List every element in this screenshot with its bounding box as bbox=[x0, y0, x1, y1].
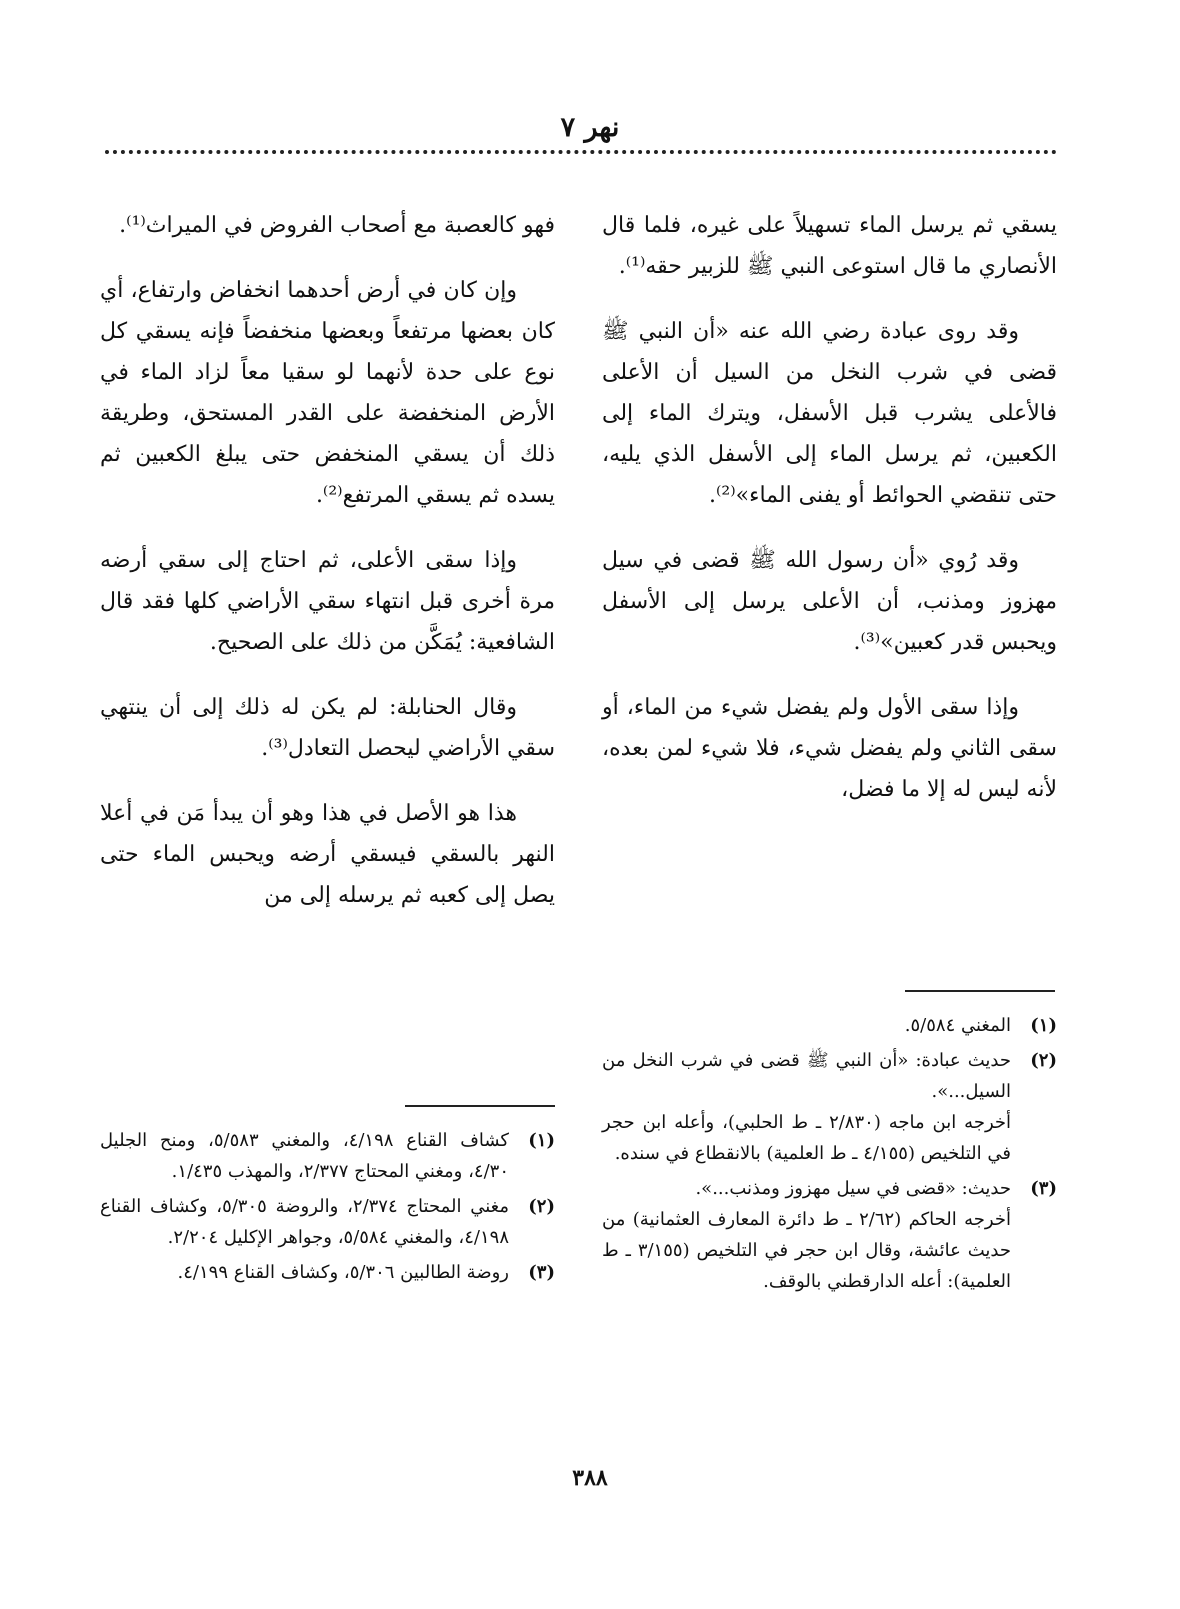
footnote-text bbox=[602, 1045, 1011, 1169]
footnote-number: (٣) bbox=[528, 1262, 555, 1283]
footnote-number: (١) bbox=[528, 1130, 555, 1151]
footnote bbox=[602, 1010, 1057, 1041]
footnote-line: حديث عبادة: «أن النبي ﷺ قضى في شرب النخل من السيل...». bbox=[602, 1050, 1011, 1102]
right-paragraph: وإذا سقى الأول ولم يفضل شيء من الماء، أو سقى الثاني ولم يفضل شيء، فلا شيء لمن بعده، لأنه ليس له إلا ما فضل، bbox=[602, 695, 1057, 802]
footnote-number: (٢) bbox=[528, 1196, 555, 1217]
footnote-separator bbox=[405, 1105, 555, 1107]
left-paragraph: وقال الحنابلة: لم يكن له ذلك إلى أن ينتهي سقي الأراضي ليحصل التعادل⁽³⁾. bbox=[100, 695, 555, 761]
footnote bbox=[602, 1173, 1057, 1297]
page-header-title: نهر ٧ bbox=[560, 112, 620, 143]
footnote-number: (١) bbox=[1030, 1015, 1057, 1036]
header-dotted-rule bbox=[105, 150, 1057, 154]
footnote-text bbox=[100, 1125, 509, 1187]
left-column bbox=[100, 205, 555, 940]
footnote-line: حديث: «قضى في سيل مهزوز ومذنب...». bbox=[695, 1178, 1011, 1199]
footnote-separator bbox=[905, 990, 1055, 992]
right-column bbox=[602, 205, 1057, 834]
footnote-text bbox=[100, 1257, 509, 1288]
left-paragraph: وإذا سقى الأعلى، ثم احتاج إلى سقي أرضه مرة أخرى قبل انتهاء سقي الأراضي كلها فقد قال الشافعية: يُمَكَّن من ذلك على الصحيح. bbox=[100, 548, 555, 655]
footnote bbox=[602, 1045, 1057, 1169]
left-paragraph: فهو كالعصبة مع أصحاب الفروض في الميراث⁽¹⁾. bbox=[119, 213, 555, 238]
right-paragraph: وقد رُوي «أن رسول الله ﷺ قضى في سيل مهزوز ومذنب، أن الأعلى يرسل إلى الأسفل ويحبس قدر كعبين»⁽³⁾. bbox=[602, 548, 1057, 655]
left-paragraph: وإن كان في أرض أحدهما انخفاض وارتفاع، أي كان بعضها مرتفعاً وبعضها منخفضاً فإنه يسقي كل نوع على حدة لأنهما لو سقيا معاً لزاد الماء في الأرض المنخفضة على القدر المستحق، وطريقة ذلك أن يسقي المنخفض حتى يبلغ الكعبين ثم يسده ثم يسقي المرتفع⁽²⁾. bbox=[100, 278, 555, 508]
footnote bbox=[100, 1257, 555, 1288]
footnote-line: أخرجه ابن ماجه (٢/٨٣٠ ـ ط الحلبي)، وأعله ابن حجر في التلخيص (٤/١٥٥ ـ ط العلمية) بالانقطاع في سنده. bbox=[602, 1112, 1011, 1164]
footnote-line: المغني ٥/٥٨٤. bbox=[904, 1015, 1011, 1036]
footnote-line: مغني المحتاج ٢/٣٧٤، والروضة ٥/٣٠٥، وكشاف القناع ٤/١٩٨، والمغني ٥/٥٨٤، وجواهر الإكليل ٢/٢٠٤. bbox=[100, 1196, 509, 1248]
left-footnotes bbox=[100, 1125, 555, 1292]
footnote-text bbox=[602, 1173, 1011, 1297]
footnote bbox=[100, 1191, 555, 1253]
left-paragraph: هذا هو الأصل في هذا وهو أن يبدأ مَن في أعلا النهر بالسقي فيسقي أرضه ويحبس الماء حتى يصل إلى كعبه ثم يرسله إلى من bbox=[100, 801, 555, 908]
page-number: ٣٨٨ bbox=[572, 1465, 608, 1491]
footnote-text bbox=[100, 1191, 509, 1253]
footnote-number: (٣) bbox=[1030, 1178, 1057, 1199]
right-paragraph: وقد روى عبادة رضي الله عنه «أن النبي ﷺ قضى في شرب النخل من السيل أن الأعلى فالأعلى يشرب قبل الأسفل، ويترك الماء إلى الكعبين، ثم يرسل الماء إلى الأسفل الذي يليه، حتى تنقضي الحوائط أو يفنى الماء»⁽²⁾. bbox=[602, 319, 1057, 508]
footnote-number: (٢) bbox=[1030, 1050, 1057, 1071]
footnote-line: أخرجه الحاكم (٢/٦٢ ـ ط دائرة المعارف العثمانية) من حديث عائشة، وقال ابن حجر في التلخيص (٣/١٥٥ ـ ط العلمية): أعله الدارقطني بالوقف. bbox=[602, 1209, 1012, 1292]
footnote bbox=[100, 1125, 555, 1187]
footnote-text bbox=[602, 1010, 1011, 1041]
footnote-line: روضة الطالبين ٥/٣٠٦، وكشاف القناع ٤/١٩٩. bbox=[177, 1262, 509, 1283]
right-footnotes bbox=[602, 1010, 1057, 1301]
right-paragraph: يسقي ثم يرسل الماء تسهيلاً على غيره، فلما قال الأنصاري ما قال استوعى النبي ﷺ للزبير حقه⁽¹⁾. bbox=[602, 213, 1057, 279]
footnote-line: كشاف القناع ٤/١٩٨، والمغني ٥/٥٨٣، ومنح الجليل ٤/٣٠، ومغني المحتاج ٢/٣٧٧، والمهذب ١/٤٣٥. bbox=[100, 1130, 509, 1182]
